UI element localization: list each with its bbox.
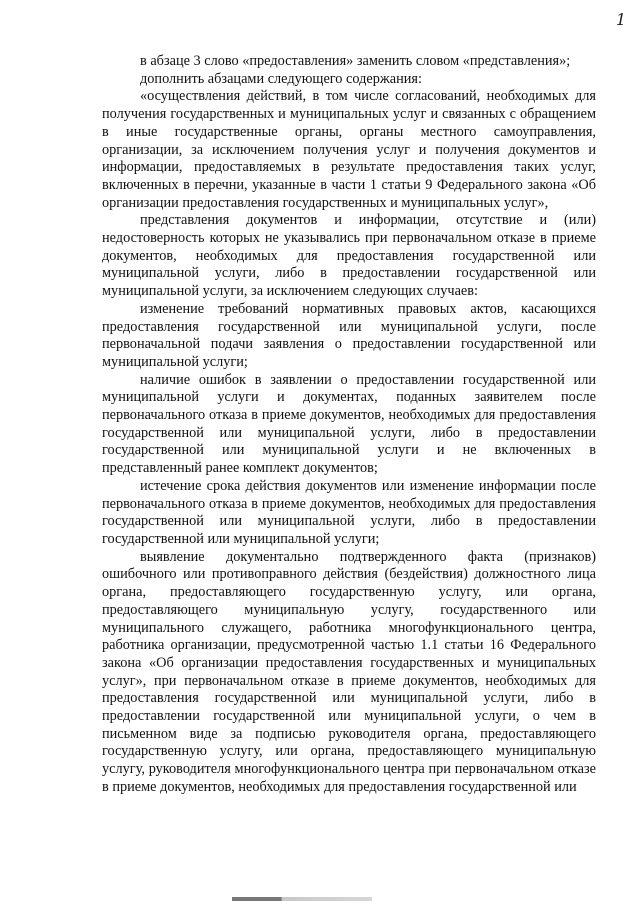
paragraph-7: истечение срока действия документов или изменение информации после первоначального отказа в приеме документов, необходимых для предоставления государственной или муниципальной услуги, либо в предоставлении государственной или муниципальной услуги; <box>102 477 596 547</box>
paragraph-5: изменение требований нормативных правовых актов, касающихся предоставления государственной или муниципальной услуги, после первоначальной подачи заявления о предоставлении государственной или муниципальной услуги; <box>102 300 596 370</box>
paragraph-2: дополнить абзацами следующего содержания: <box>140 70 422 87</box>
scan-footer-mark <box>232 897 372 901</box>
page-number: 1 <box>615 10 626 29</box>
paragraph-6: наличие ошибок в заявлении о предоставлении государственной или муниципальной услуги и документах, поданных заявителем после первоначального отказа в приеме документов, необходимых для предоставления государственной или муниципальной услуги, либо в предоставлении государственной или муниципальной услуги и не включенных в представленный ранее комплект документов; <box>102 371 596 477</box>
document-body <box>102 53 596 797</box>
paragraph-4: представления документов и информации, отсутствие и (или) недостоверность которых не указывались при первоначальном отказе в приеме документов, необходимых для предоставления государственной или муниципальной услуги, либо в предоставлении государственной или муниципальной услуги, за исключением следующих случаев: <box>102 212 596 300</box>
paragraph-8: выявление документально подтвержденного факта (признаков) ошибочного или противоправного действия (бездействия) должностного лица органа, предоставляющего государственную услугу, или органа, предоставляющего муниципальную услугу, государственного или муниципального служащего, работника многофункционального центра, работника организации, предусмотренной частью 1.1 статьи 16 Федерального закона «Об организации предоставления государственных и муниципальных услуг», при первоначальном отказе в приеме документов, необходимых для предоставления государственной или муниципальной услуги, либо в предоставлении государственной или муниципальной услуги, о чем в письменном виде за подписью руководителя органа, предоставляющего государственную услугу, или органа, предоставляющего муниципальную услугу, руководителя многофункционального центра при первоначальном отказе в приеме документов, необходимых для предоставления государственной или <box>102 548 596 795</box>
paragraph-1: в абзаце 3 слово «предоставления» заменить словом «представления»; <box>140 53 571 69</box>
paragraph-3: «осуществления действий, в том числе согласований, необходимых для получения государственных и муниципальных услуг и связанных с обращением в иные государственные органы, органы местного самоуправления, организации, за исключением получения услуг и получения документов и информации, предоставляемых в результате предоставления таких услуг, включенных в перечни, указанные в части 1 статьи 9 Федерального закона «Об организации предоставления государственных и муниципальных услуг», <box>102 88 596 211</box>
